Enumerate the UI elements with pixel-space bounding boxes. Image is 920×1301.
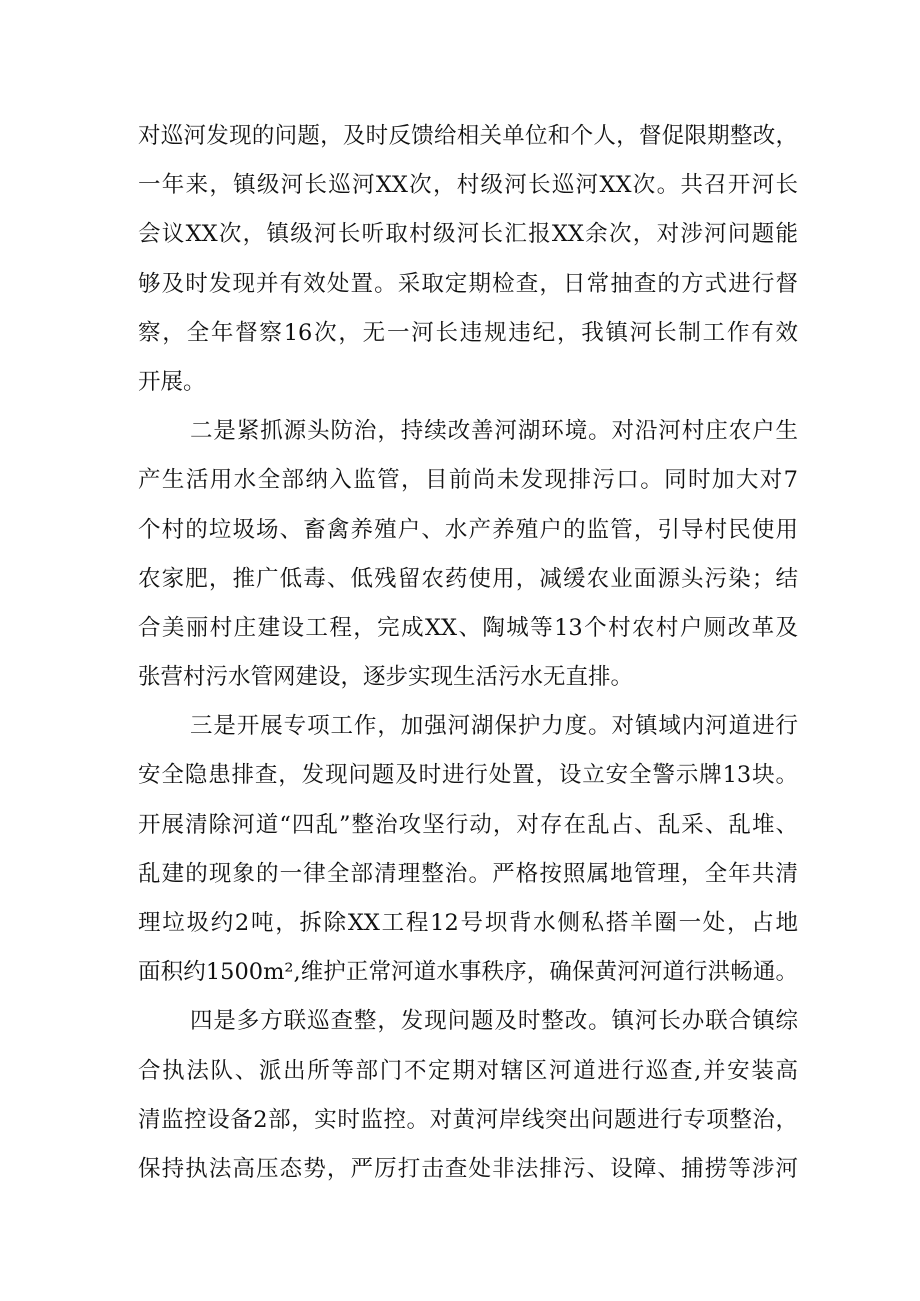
document-body xyxy=(138,112,798,1194)
text-line: 开展清除河道“四乱”整治攻坚行动，对存在乱占、乱采、乱堆、 xyxy=(138,811,798,838)
text-line: 对巡河发现的问题，及时反馈给相关单位和个人，督促限期整改， xyxy=(138,123,798,149)
paragraph-point-four xyxy=(138,997,798,1194)
text-line: 保持执法高压态势，严厉打击查处非法排污、设障、捕捞等涉河 xyxy=(138,1155,798,1182)
text-line: 产生活用水全部纳入监管，目前尚未发现排污口。同时加大对7 xyxy=(138,467,798,494)
text-line: 农家肥，推广低毒、低残留农药使用，减缓农业面源头污染；结 xyxy=(138,565,798,592)
text-line: 张营村污水管网建设，逐步实现生活污水无直排。 xyxy=(138,664,634,691)
text-line: 安全隐患排查，发现问题及时进行处置，设立安全警示牌13块。 xyxy=(138,762,798,789)
text-line: 开展。 xyxy=(138,368,206,395)
text-line: 乱建的现象的一律全部清理整治。严格按照属地管理，全年共清 xyxy=(138,860,798,887)
text-line: 够及时发现并有效处置。采取定期检查，日常抽查的方式进行督 xyxy=(138,270,798,297)
paragraph-point-two xyxy=(138,407,798,702)
text-line: 面积约1500m²,维护正常河道水事秩序，确保黄河河道行洪畅通。 xyxy=(138,959,798,986)
text-line: 一年来，镇级河长巡河XX次，村级河长巡河XX次。共召开河长 xyxy=(138,172,798,199)
text-line: 三是开展专项工作，加强河湖保护力度。对镇域内河道进行 xyxy=(190,713,798,740)
text-line: 四是多方联巡查整，发现问题及时整改。镇河长办联合镇综 xyxy=(190,1008,798,1035)
text-line: 合执法队、派出所等部门不定期对辖区河道进行巡查,并安装高 xyxy=(138,1057,798,1084)
text-line: 会议XX次，镇级河长听取村级河长汇报XX余次，对涉河问题能 xyxy=(138,221,798,248)
text-line: 清监控设备2部，实时监控。对黄河岸线突出问题进行专项整治， xyxy=(138,1106,798,1133)
paragraph-point-three xyxy=(138,702,798,997)
text-line: 合美丽村庄建设工程，完成XX、陶城等13个村农村户厕改革及 xyxy=(138,614,798,641)
paragraph-continuation xyxy=(138,112,798,407)
text-line: 二是紧抓源头防治，持续改善河湖环境。对沿河村庄农户生 xyxy=(190,418,798,445)
text-line: 理垃圾约2吨，拆除XX工程12号坝背水侧私搭羊圈一处，占地 xyxy=(138,910,798,936)
text-line: 察，全年督察16次，无一河长违规违纪，我镇河长制工作有效 xyxy=(138,319,798,346)
text-line: 个村的垃圾场、畜禽养殖户、水产养殖户的监管，引导村民使用 xyxy=(138,516,798,543)
